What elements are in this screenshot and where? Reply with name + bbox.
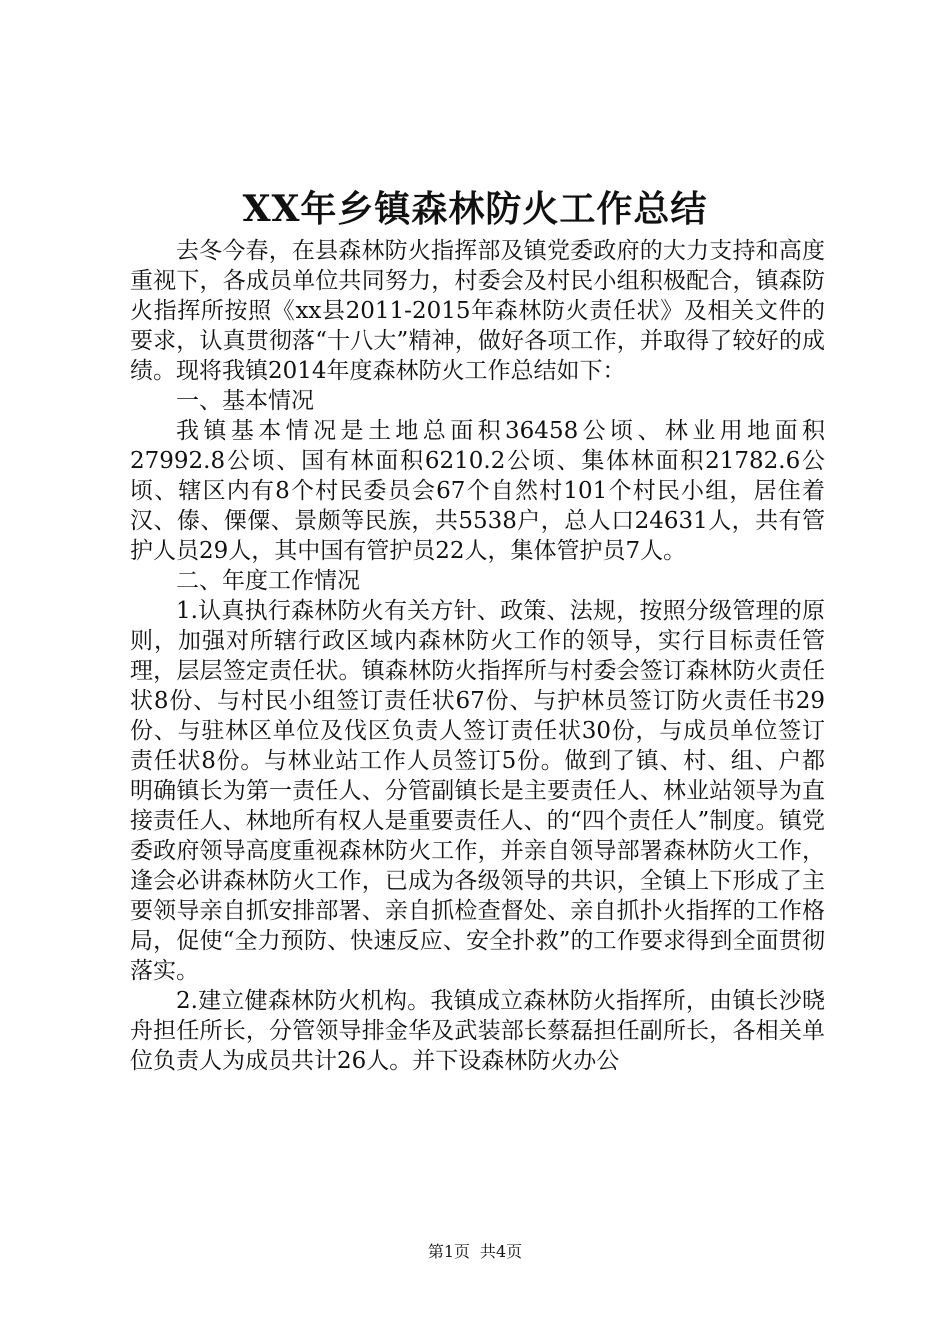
document-title: XX年乡镇森林防火工作总结 [242,188,708,230]
document-body [130,236,825,1076]
page-footer [0,1240,950,1264]
paragraph-item-1: 1.认真执行森林防火有关方针、政策、法规，按照分级管理的原则，加强对所辖行政区域内森林防火工作的领导，实行目标责任管理，层层签定责任状。镇森林防火指挥所与村委会签订森林防火责任状8份、与村民小组签订责任状67份、与护林员签订防火责任书29份、与驻林区单位及伐区负责人签订责任状30份，与成员单位签订责任状8份。与林业站工作人员签订5份。做到了镇、村、组、户都明确镇长为第一责任人、分管副镇长是主要责任人、林业站领导为直接责任人、林地所有权人是重要责任人、的“四个责任人”制度。镇党委政府领导高度重视森林防火工作，并亲自领导部署森林防火工作，逢会必讲森林防火工作，已成为各级领导的共识，全镇上下形成了主要领导亲自抓安排部署、亲自抓检查督处、亲自抓扑火指挥的工作格局，促使“全力预防、快速反应、安全扑救”的工作要求得到全面贯彻落实。 [130,598,825,984]
page-number: 第1页 [427,1242,470,1261]
paragraph-item-2: 2.建立健森林防火机构。我镇成立森林防火指挥所，由镇长沙晓舟担任所长，分管领导排金华及武装部长蔡磊担任副所长，各相关单位负责人为成员共计26人。并下设森林防火办公 [130,988,825,1074]
page-total: 共4页 [480,1242,523,1261]
paragraph-intro: 去冬今春，在县森林防火指挥部及镇党委政府的大力支持和高度重视下，各成员单位共同努力，村委会及村民小组积极配合，镇森防火指挥所按照《xx县2011-2015年森林防火责任状》及相关文件的要求，认真贯彻落“十八大”精神，做好各项工作，并取得了较好的成绩。现将我镇2014年度森林防火工作总结如下： [130,238,825,384]
section-heading-annual-work: 二、年度工作情况 [176,568,360,594]
paragraph-basic-info: 我镇基本情况是土地总面积36458公顷、林业用地面积27992.8公顷、国有林面积6210.2公顷、集体林面积21782.6公顷、辖区内有8个村民委员会67个自然村101个村民小组，居住着汉、傣、傈僳、景颇等民族，共5538户，总人口24631人，共有管护人员29人，其中国有管护员22人，集体管护员7人。 [130,418,825,564]
section-heading-basic: 一、基本情况 [176,388,314,414]
